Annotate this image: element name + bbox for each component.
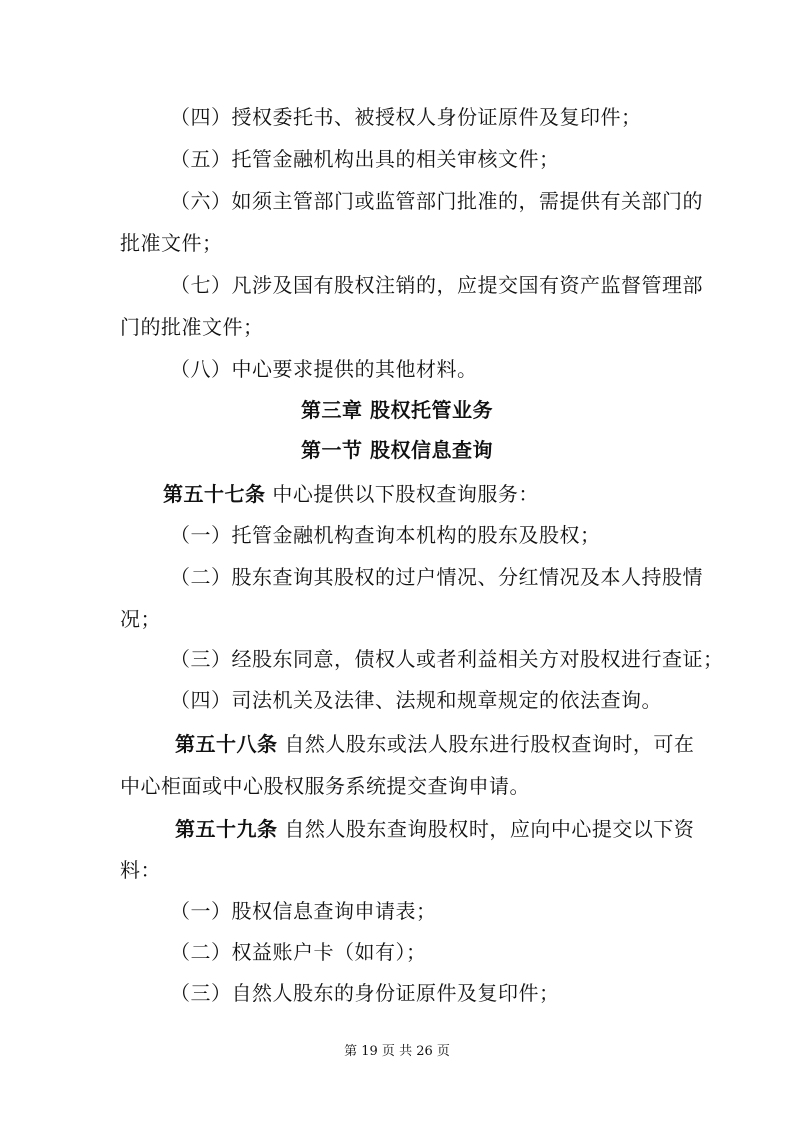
article-57-item-2-line2: 况；	[120, 607, 161, 631]
item-5-audit-documents: （五）托管金融机构出具的相关审核文件；	[170, 147, 560, 171]
article-58-line1	[175, 730, 765, 758]
article-57-heading: 第五十七条	[163, 482, 266, 506]
article-59-text: 自然人股东查询股权时，应向中心提交以下资	[277, 817, 695, 841]
article-57-item-3: （三）经股东同意，债权人或者利益相关方对股权进行查证；	[170, 647, 724, 671]
article-57-intro	[163, 480, 753, 508]
item-7-state-owned-line2: 门的批准文件；	[120, 315, 264, 339]
article-59-item-2: （二）权益账户卡（如有）；	[170, 940, 427, 964]
article-57-item-1: （一）托管金融机构查询本机构的股东及股权；	[170, 523, 601, 547]
item-6-approval-line2: 批准文件；	[120, 231, 223, 255]
item-8-other-materials: （八）中心要求提供的其他材料。	[170, 357, 478, 381]
article-58-line2: 中心柜面或中心股权服务系统提交查询申请。	[120, 774, 530, 798]
article-59-heading: 第五十九条	[175, 817, 278, 841]
page-footer: 第 19 页 共 26 页	[344, 1044, 450, 1059]
section-title: 第一节 股权信息查询	[301, 438, 493, 462]
article-57-item-2-line1: （二）股东查询其股权的过户情况、分红情况及本人持股情	[170, 565, 703, 589]
article-59-line2: 料：	[120, 858, 161, 882]
item-6-approval-line1: （六）如须主管部门或监管部门批准的，需提供有关部门的	[170, 189, 703, 213]
article-59-line1	[175, 815, 765, 843]
article-58-heading: 第五十八条	[175, 732, 278, 756]
item-4-authorization: （四）授权委托书、被授权人身份证原件及复印件；	[170, 105, 642, 129]
article-57-text: 中心提供以下股权查询服务：	[265, 482, 539, 506]
item-7-state-owned-line1: （七）凡涉及国有股权注销的，应提交国有资产监督管理部	[170, 273, 703, 297]
article-59-item-1: （一）股权信息查询申请表；	[170, 899, 437, 923]
article-59-item-3: （三）自然人股东的身份证原件及复印件；	[170, 981, 560, 1005]
chapter-title: 第三章 股权托管业务	[301, 398, 493, 422]
article-58-text: 自然人股东或法人股东进行股权查询时，可在	[277, 732, 695, 756]
article-57-item-4: （四）司法机关及法律、法规和规章规定的依法查询。	[170, 688, 662, 712]
